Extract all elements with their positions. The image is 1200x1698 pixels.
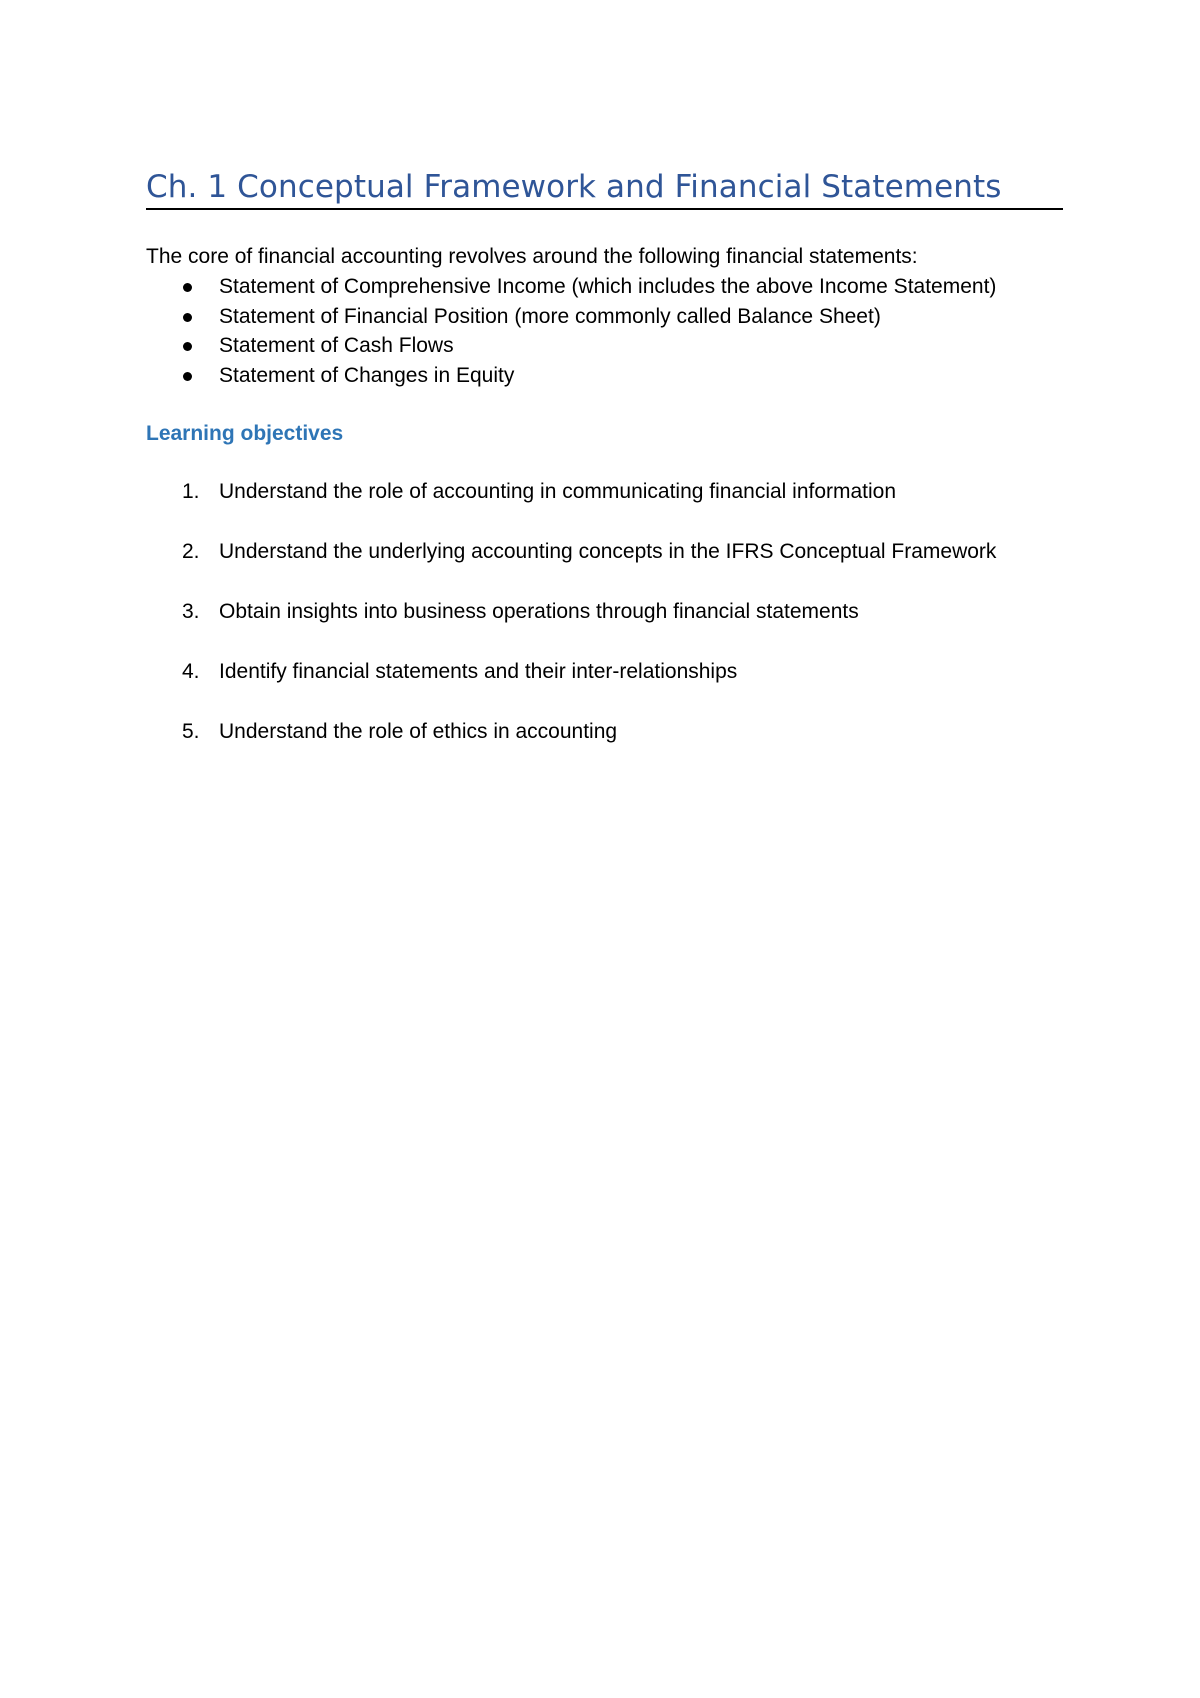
bullet-icon	[183, 372, 192, 381]
objective-text: Understand the role of accounting in communicating financial information	[219, 480, 897, 503]
objective-text: Obtain insights into business operations through financial statements	[219, 600, 859, 623]
page-title: Ch. 1 Conceptual Framework and Financial Statements	[146, 169, 1002, 205]
objective-text: Identify financial statements and their inter-relationships	[219, 660, 738, 683]
objective-number: 1.	[182, 480, 200, 503]
intro-paragraph: The core of financial accounting revolves around the following financial statements:	[146, 245, 918, 268]
list-item-text: Statement of Changes in Equity	[219, 364, 515, 388]
list-item	[146, 272, 996, 302]
objective-item	[146, 538, 996, 598]
learning-objectives-heading: Learning objectives	[146, 422, 344, 445]
objective-text: Understand the underlying accounting concepts in the IFRS Conceptual Framework	[219, 540, 997, 563]
objective-item	[146, 598, 996, 658]
list-item	[146, 331, 996, 361]
objective-number: 2.	[182, 540, 200, 563]
list-item-text: Statement of Comprehensive Income (which includes the above Income Statement)	[219, 275, 997, 298]
list-item	[146, 361, 996, 391]
objective-number: 5.	[182, 720, 200, 743]
bullet-icon	[183, 283, 192, 292]
objective-item	[146, 718, 996, 778]
list-item-text: Statement of Financial Position (more commonly called Balance Sheet)	[219, 304, 881, 328]
list-item	[146, 302, 996, 332]
learning-objectives-list	[146, 478, 996, 778]
objective-number: 4.	[182, 660, 200, 683]
objective-item	[146, 658, 996, 718]
list-item-text: Statement of Cash Flows	[219, 334, 454, 358]
objective-item	[146, 478, 996, 538]
bullet-icon	[183, 342, 192, 351]
objective-number: 3.	[182, 600, 200, 623]
bullet-icon	[183, 313, 192, 322]
title-underline-rule	[146, 208, 1063, 210]
financial-statements-list	[146, 272, 996, 391]
objective-text: Understand the role of ethics in accounting	[219, 720, 618, 743]
